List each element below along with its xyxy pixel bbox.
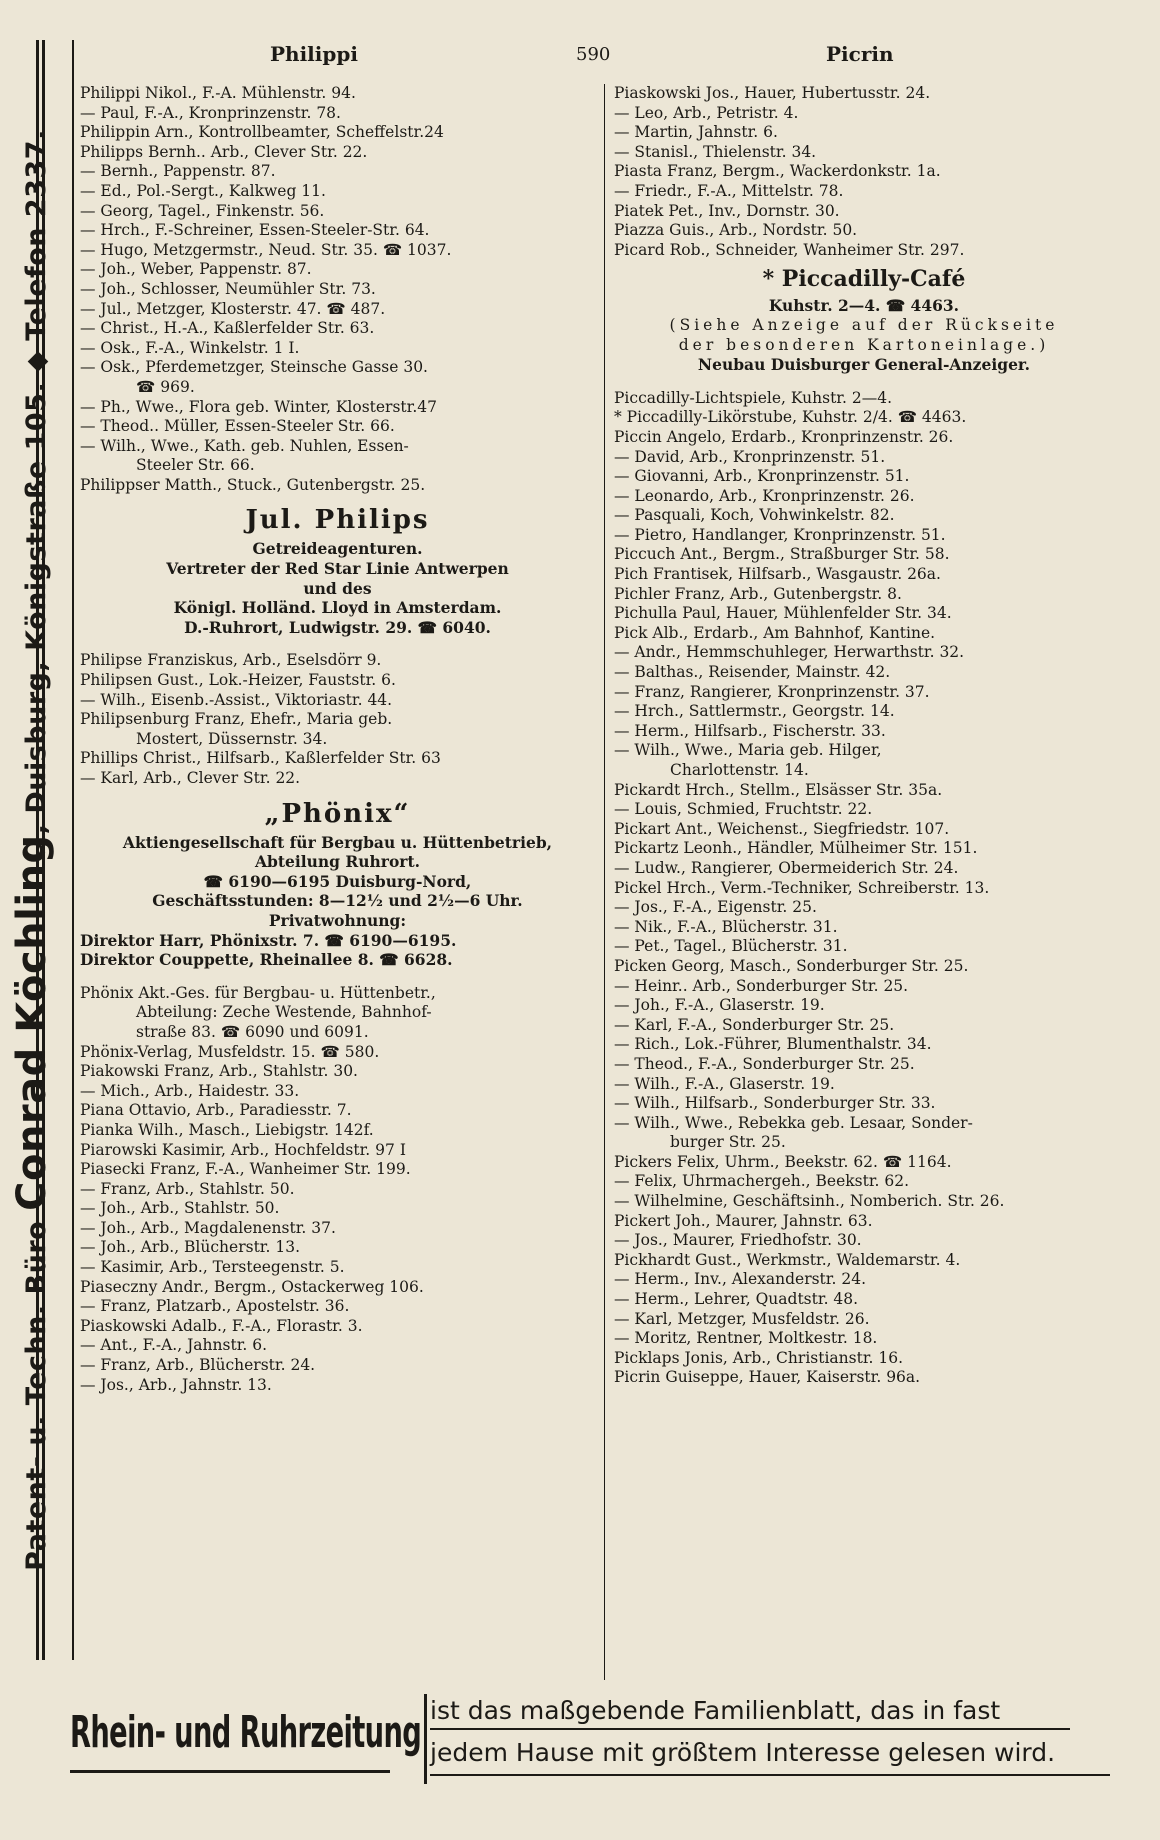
left-column-entry xyxy=(80,637,595,651)
right-column-entry: Pickardt Hrch., Stellm., Elsässer Str. 35a. xyxy=(614,780,943,799)
right-column-entry: Pickers Felix, Uhrm., Beekstr. 62. ☎ 1164. xyxy=(614,1152,952,1171)
left-column-entry: und des xyxy=(303,578,372,598)
right-column-entry: — Martin, Jahnstr. 6. xyxy=(614,123,778,142)
left-column-entry: — Wilh., Eisenb.-Assist., Viktoriastr. 44. xyxy=(80,690,393,709)
left-column-entry: — Franz, Platzarb., Apostelstr. 36. xyxy=(80,1297,350,1316)
right-column-entry: Piccuch Ant., Bergm., Straßburger Str. 58. xyxy=(614,545,950,564)
left-column-entry: Aktiengesellschaft für Bergbau u. Hüttenbetrieb, xyxy=(122,832,553,852)
right-column-entry: — Giovanni, Arb., Kronprinzenstr. 51. xyxy=(614,467,910,486)
left-column-entry: Piaskowski Adalb., F.-A., Florastr. 3. xyxy=(80,1316,363,1335)
right-column-entry: — Herm., Inv., Alexanderstr. 24. xyxy=(614,1270,866,1289)
left-column-entry: D.-Ruhrort, Ludwigstr. 29. ☎ 6040. xyxy=(184,617,491,637)
left-column-entry xyxy=(80,970,595,984)
bottom-advertisement xyxy=(70,1688,1110,1808)
right-column-entry: — Pietro, Handlanger, Kronprinzenstr. 51. xyxy=(614,525,946,544)
right-column-entry: (Siehe Anzeige auf der Rückseite xyxy=(669,315,1059,334)
side-ad-suffix: , Duisburg, Königstraße 105. ◆ Telefon 2337. xyxy=(21,129,52,835)
right-column-entry: — Balthas., Reisender, Mainstr. 42. xyxy=(614,663,891,682)
right-column-entry: Piazza Guis., Arb., Nordstr. 50. xyxy=(614,221,858,240)
left-column-entry: Philipsen Gust., Lok.-Heizer, Fauststr. 6. xyxy=(80,671,396,690)
right-column-entry: — Franz, Rangierer, Kronprinzenstr. 37. xyxy=(614,682,930,701)
right-column-entry: — Pet., Tagel., Blücherstr. 31. xyxy=(614,937,848,956)
left-column-entry: — Theod.. Müller, Essen-Steeler Str. 66. xyxy=(80,417,395,436)
right-column-entry: Picard Rob., Schneider, Wanheimer Str. 297. xyxy=(614,240,965,259)
right-column-entry: — Stanisl., Thielenstr. 34. xyxy=(614,142,817,161)
right-column-entry: — Andr., Hemmschuhleger, Herwarthstr. 32. xyxy=(614,643,965,662)
left-column-entry: — Ph., Wwe., Flora geb. Winter, Klosterstr.47 xyxy=(80,397,437,416)
page-number: 590 xyxy=(576,44,611,65)
left-column-entry: ☎ 969. xyxy=(136,377,195,396)
left-column-entry: Pianka Wilh., Masch., Liebigstr. 142f. xyxy=(80,1120,374,1139)
left-column-entry: Philippin Arn., Kontrollbeamter, Scheffelstr.24 xyxy=(80,123,444,142)
right-column-entry: burger Str. 25. xyxy=(670,1133,786,1152)
left-column-entry: Philipsenburg Franz, Ehefr., Maria geb. xyxy=(80,710,393,729)
right-column-entry: — Pasquali, Koch, Vohwinkelstr. 82. xyxy=(614,506,895,525)
right-column-entry: — Herm., Hilfsarb., Fischerstr. 33. xyxy=(614,721,886,740)
right-column-entry: * Piccadilly-Likörstube, Kuhstr. 2/4. ☎ 4463. xyxy=(614,408,967,427)
right-column-entry: — Wilh., Wwe., Rebekka geb. Lesaar, Sonder- xyxy=(614,1113,973,1132)
left-column-entry: — Osk., Pferdemetzger, Steinsche Gasse 30. xyxy=(80,358,428,377)
right-column-entry: — Herm., Lehrer, Quadtstr. 48. xyxy=(614,1290,859,1309)
right-column-entry: — Friedr., F.-A., Mittelstr. 78. xyxy=(614,181,844,200)
right-column-entry: — Theod., F.-A., Sonderburger Str. 25. xyxy=(614,1054,915,1073)
left-column-entry: — Mich., Arb., Haidestr. 33. xyxy=(80,1081,300,1100)
right-column-entry: Neubau Duisburger General-Anzeiger. xyxy=(697,355,1031,375)
right-column-entry: — David, Arb., Kronprinzenstr. 51. xyxy=(614,447,886,466)
ad-line-1: ist das maßgebende Familienblatt, das in fast xyxy=(430,1696,1001,1725)
left-column-entry: Piarowski Kasimir, Arb., Hochfeldstr. 97 I xyxy=(80,1140,406,1159)
right-column-entry: — Moritz, Rentner, Moltkestr. 18. xyxy=(614,1329,878,1348)
right-column-entry: Pich Frantisek, Hilfsarb., Wasgaustr. 26a. xyxy=(614,565,941,584)
left-column-entry: Abteilung: Zeche Westende, Bahnhof- xyxy=(136,1003,432,1022)
right-column-entry: — Louis, Schmied, Fruchtstr. 22. xyxy=(614,800,873,819)
right-column-entry: Piatek Pet., Inv., Dornstr. 30. xyxy=(614,201,840,220)
left-column-entry: Phillips Christ., Hilfsarb., Kaßlerfelder Str. 63 xyxy=(80,749,441,768)
left-column-entry: — Ant., F.-A., Jahnstr. 6. xyxy=(80,1336,268,1355)
left-column-entry: Mostert, Düssernstr. 34. xyxy=(136,729,328,748)
left-column xyxy=(80,84,595,1395)
side-ad-prefix: Patent- u. Techn. Büro xyxy=(21,1210,52,1571)
right-column-entry: — Joh., F.-A., Glaserstr. 19. xyxy=(614,996,825,1015)
right-column-entry: Pichler Franz, Arb., Gutenbergstr. 8. xyxy=(614,584,902,603)
right-column-entry: * Piccadilly-Café xyxy=(762,266,966,293)
right-column-entry: Charlottenstr. 14. xyxy=(670,761,809,779)
right-column-entry: — Karl, Metzger, Musfeldstr. 26. xyxy=(614,1309,870,1328)
left-column-entry: Phönix Akt.-Ges. für Bergbau- u. Hüttenbetr., xyxy=(80,983,436,1002)
right-column-entry: Pichulla Paul, Hauer, Mühlenfelder Str. 34. xyxy=(614,604,952,623)
left-column-entry: — Ed., Pol.-Sergt., Kalkweg 11. xyxy=(80,181,326,200)
left-column-entry: Philippi Nikol., F.-A. Mühlenstr. 94. xyxy=(80,84,356,102)
left-column-entry: — Wilh., Wwe., Kath. geb. Nuhlen, Essen- xyxy=(80,436,409,455)
left-column-entry: Abteilung Ruhrort. xyxy=(254,852,421,872)
right-column-entry: Pickhardt Gust., Werkmstr., Waldemarstr. 4. xyxy=(614,1250,961,1269)
right-column-entry: Pickert Joh., Maurer, Jahnstr. 63. xyxy=(614,1211,873,1230)
right-column-entry: Piccadilly-Lichtspiele, Kuhstr. 2—4. xyxy=(614,388,893,407)
right-column-entry: — Nik., F.-A., Blücherstr. 31. xyxy=(614,917,838,936)
right-column-entry: — Rich., Lok.-Führer, Blumenthalstr. 34. xyxy=(614,1035,932,1054)
newspaper-logo: Rhein- und Ruhrzeitung xyxy=(70,1707,422,1758)
ad-line-2-rule xyxy=(430,1774,1110,1776)
left-column-entry: Philipse Franziskus, Arb., Eselsdörr 9. xyxy=(80,651,382,670)
left-column-entry: — Paul, F.-A., Kronprinzenstr. 78. xyxy=(80,103,341,122)
right-column-entry: Picklaps Jonis, Arb., Christianstr. 16. xyxy=(614,1348,904,1367)
left-column-entry: — Joh., Arb., Blücherstr. 13. xyxy=(80,1238,301,1257)
right-column-entry: Picken Georg, Masch., Sonderburger Str. 25. xyxy=(614,956,969,975)
left-column-entry: — Kasimir, Arb., Tersteegenstr. 5. xyxy=(80,1258,345,1277)
right-column-entry: Picrin Guiseppe, Hauer, Kaiserstr. 96a. xyxy=(614,1368,921,1387)
left-column-entry: — Bernh., Pappenstr. 87. xyxy=(80,162,276,181)
left-column-entry: Privatwohnung: xyxy=(268,910,407,930)
left-column-entry: Philipps Bernh.. Arb., Clever Str. 22. xyxy=(80,142,368,161)
right-column-entry: — Wilh., Hilfsarb., Sonderburger Str. 33. xyxy=(614,1094,936,1113)
left-column-entry: Piana Ottavio, Arb., Paradiesstr. 7. xyxy=(80,1101,352,1120)
left-column-entry: Direktor Harr, Phönixstr. 7. ☎ 6190—6195. xyxy=(80,930,457,950)
left-column-entry: — Joh., Arb., Stahlstr. 50. xyxy=(80,1199,280,1218)
left-column-entry: Steeler Str. 66. xyxy=(136,456,255,475)
right-column-entry: Piaskowski Jos., Hauer, Hubertusstr. 24. xyxy=(614,84,931,102)
left-column-entry: ☎ 6190—6195 Duisburg-Nord, xyxy=(203,871,472,891)
left-column-entry: Königl. Holländ. Lloyd in Amsterdam. xyxy=(173,598,502,618)
left-column-entry: — Karl, Arb., Clever Str. 22. xyxy=(80,769,301,787)
left-column-entry: — Christ., H.-A., Kaßlerfelder Str. 63. xyxy=(80,319,375,338)
left-column-entry: Piaseczny Andr., Bergm., Ostackerweg 106. xyxy=(80,1277,424,1296)
left-column-entry: — Franz, Arb., Blücherstr. 24. xyxy=(80,1356,316,1375)
header-right-keyword: Picrin xyxy=(826,42,894,66)
left-column-entry: — Joh., Schlosser, Neumühler Str. 73. xyxy=(80,279,376,298)
left-column-entry: — Osk., F.-A., Winkelstr. 1 I. xyxy=(80,338,300,357)
left-column-entry: Direktor Couppette, Rheinallee 8. ☎ 6628. xyxy=(80,950,453,970)
left-column-entry: — Franz, Arb., Stahlstr. 50. xyxy=(80,1179,295,1198)
right-column-entry: Pickel Hrch., Verm.-Techniker, Schreiberstr. 13. xyxy=(614,878,990,897)
right-column-entry: — Wilh., F.-A., Glaserstr. 19. xyxy=(614,1074,835,1093)
left-column-entry: — Hrch., F.-Schreiner, Essen-Steeler-Str. 64. xyxy=(80,221,430,240)
left-column-entry: — Jul., Metzger, Klosterstr. 47. ☎ 487. xyxy=(80,299,386,318)
left-column-entry: Getreideagenturen. xyxy=(252,539,423,559)
ad-line-1-rule xyxy=(430,1728,1070,1730)
left-column-entry: — Jos., Arb., Jahnstr. 13. xyxy=(80,1375,272,1394)
left-column-entry: Jul. Philips xyxy=(245,505,430,536)
left-column-entry: Phönix-Verlag, Musfeldstr. 15. ☎ 580. xyxy=(80,1042,380,1061)
left-column-entry: — Joh., Arb., Magdalenenstr. 37. xyxy=(80,1218,336,1237)
left-column-entry: — Hugo, Metzgermstr., Neud. Str. 35. ☎ 1037. xyxy=(80,240,452,259)
right-column-entry: — Jos., F.-A., Eigenstr. 25. xyxy=(614,898,817,917)
right-column-entry: — Wilh., Wwe., Maria geb. Hilger, xyxy=(614,741,882,760)
left-column-entry: — Georg, Tagel., Finkenstr. 56. xyxy=(80,201,325,220)
right-column-entry: Pickart Ant., Weichenst., Siegfriedstr. 107. xyxy=(614,819,950,838)
left-column-entry: „Phönix“ xyxy=(264,798,411,829)
header-left-keyword: Philippi xyxy=(270,42,358,66)
right-column-entry: — Leonardo, Arb., Kronprinzenstr. 26. xyxy=(614,486,915,505)
left-column-entry: Piasecki Franz, F.-A., Wanheimer Str. 199. xyxy=(80,1160,411,1179)
right-column-entry: — Felix, Uhrmachergeh., Beekstr. 62. xyxy=(614,1172,910,1191)
right-column-entry: Piasta Franz, Bergm., Wackerdonkstr. 1a. xyxy=(614,162,941,181)
right-column-entry: — Wilhelmine, Geschäftsinh., Nomberich. Str. 26. xyxy=(614,1192,1005,1211)
right-column-entry: der besonderen Kartoneinlage.) xyxy=(678,335,1050,354)
left-column-entry: Philippser Matth., Stuck., Gutenbergstr. 25. xyxy=(80,475,426,494)
ad-divider xyxy=(424,1694,427,1784)
left-column-entry: straße 83. ☎ 6090 und 6091. xyxy=(136,1022,369,1041)
right-column xyxy=(614,84,1114,1388)
right-column-entry: Kuhstr. 2—4. ☎ 4463. xyxy=(768,296,960,316)
left-column-entry: — Joh., Weber, Pappenstr. 87. xyxy=(80,260,312,279)
side-band-rule xyxy=(72,40,74,1660)
column-divider xyxy=(604,84,605,1680)
right-column-entry: — Hrch., Sattlermstr., Georgstr. 14. xyxy=(614,702,895,721)
right-column-entry: — Ludw., Rangierer, Obermeiderich Str. 24. xyxy=(614,858,959,877)
right-column-entry: — Heinr.. Arb., Sonderburger Str. 25. xyxy=(614,976,909,995)
right-column-entry: — Karl, F.-A., Sonderburger Str. 25. xyxy=(614,1015,895,1034)
left-column-entry: Geschäftsstunden: 8—12½ und 2½—6 Uhr. xyxy=(152,891,523,911)
side-advertisement-text xyxy=(9,129,55,1571)
right-column-entry: — Leo, Arb., Petristr. 4. xyxy=(614,103,799,122)
left-column-entry: Vertreter der Red Star Linie Antwerpen xyxy=(166,559,509,579)
right-column-entry: — Jos., Maurer, Friedhofstr. 30. xyxy=(614,1231,862,1250)
ad-line-2: jedem Hause mit größtem Interesse gelesen wird. xyxy=(430,1738,1056,1767)
logo-underline xyxy=(70,1770,390,1773)
side-advertisement xyxy=(2,40,62,1660)
right-column-entry: Pick Alb., Erdarb., Am Bahnhof, Kantine. xyxy=(614,623,936,642)
right-column-entry xyxy=(614,375,1114,389)
right-column-entry: Pickartz Leonh., Händler, Mülheimer Str. 151. xyxy=(614,839,978,858)
left-column-entry: Piakowski Franz, Arb., Stahlstr. 30. xyxy=(80,1062,358,1081)
side-ad-name: Conrad Köchling xyxy=(9,834,55,1211)
right-column-entry: Piccin Angelo, Erdarb., Kronprinzenstr. 26. xyxy=(614,427,954,446)
